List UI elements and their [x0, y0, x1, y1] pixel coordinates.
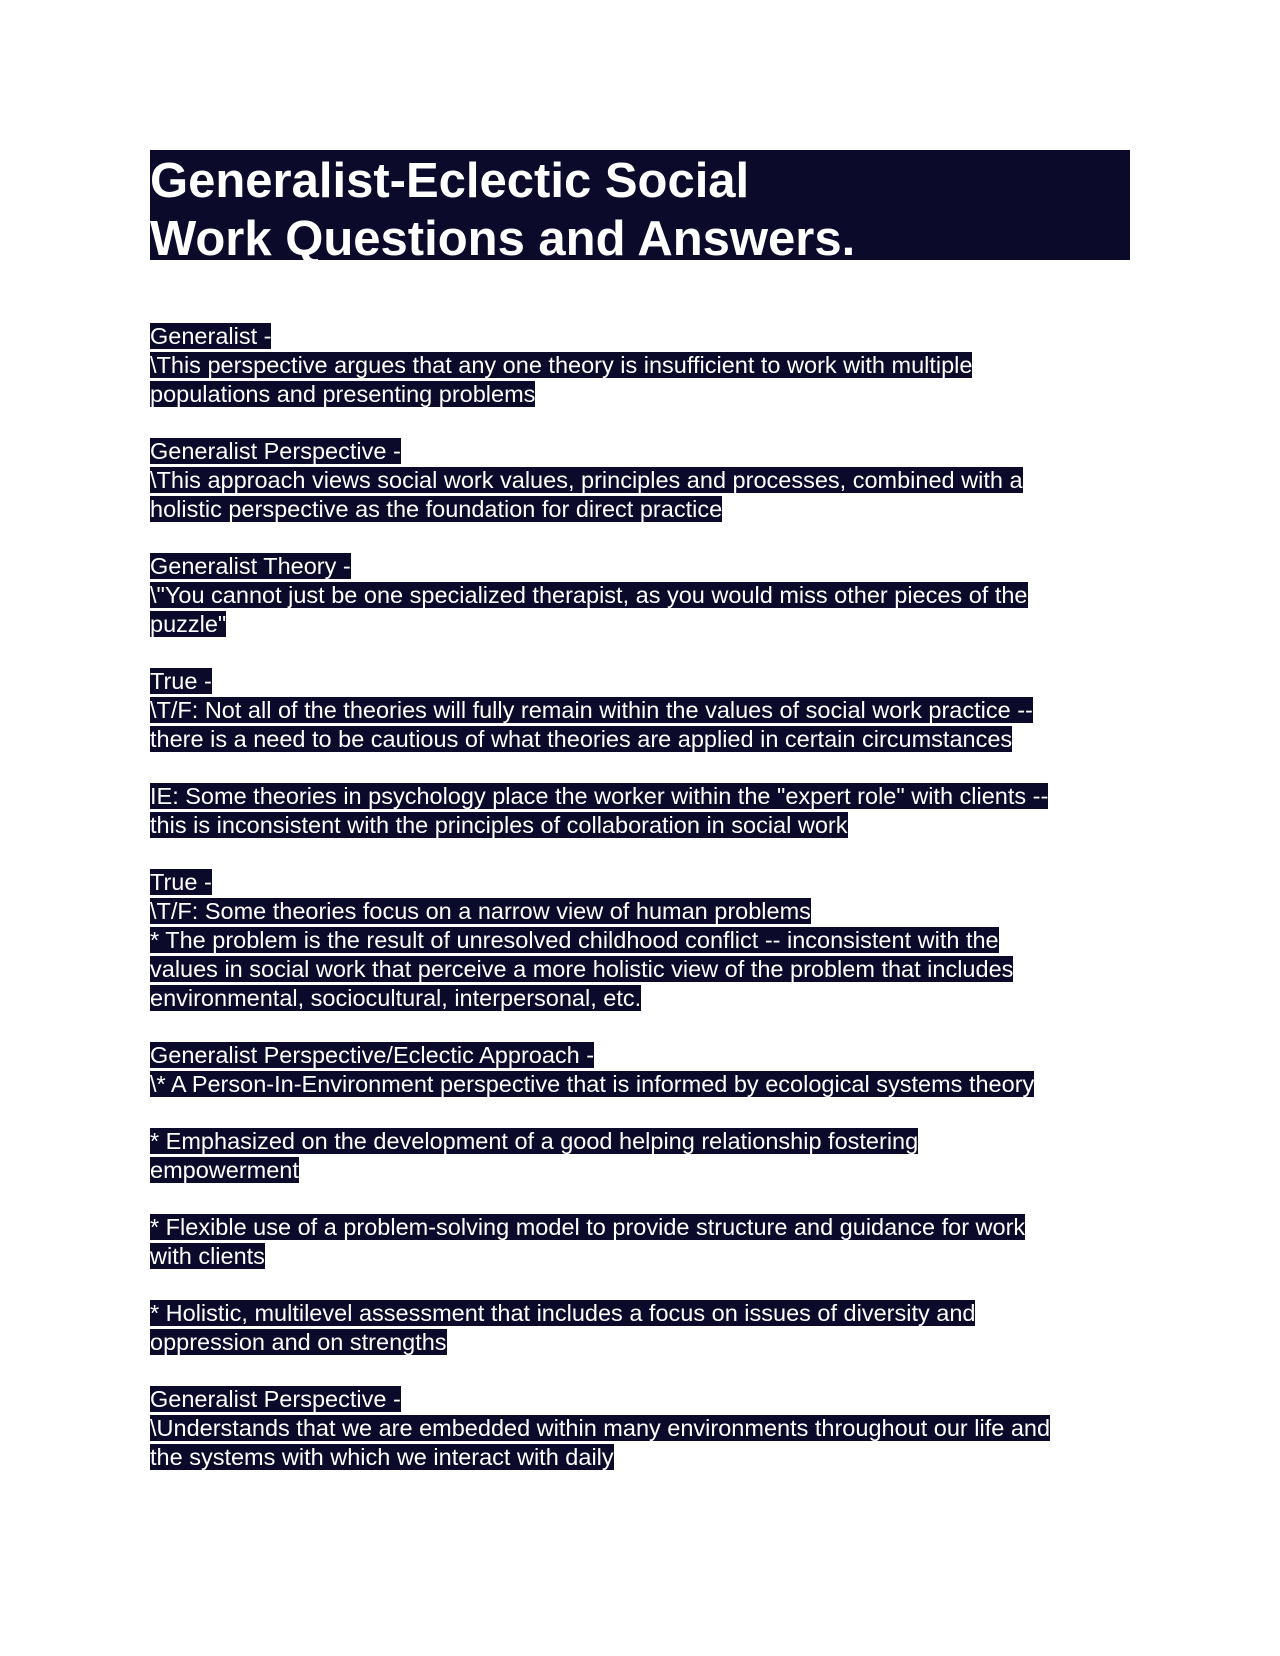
qa-line — [150, 466, 1130, 495]
qa-line-text: oppression and on strengths — [150, 1329, 447, 1355]
qa-line-text: with clients — [150, 1243, 265, 1269]
document-page — [150, 150, 1130, 1500]
qa-line — [150, 1385, 1130, 1414]
qa-entry — [150, 322, 1130, 409]
qa-line-text: populations and presenting problems — [150, 381, 536, 407]
qa-line-text: environmental, sociocultural, interpersonal, etc. — [150, 985, 642, 1011]
qa-line — [150, 1242, 1130, 1271]
qa-line — [150, 1414, 1130, 1443]
qa-line — [150, 984, 1130, 1013]
qa-entry — [150, 1127, 1130, 1185]
qa-entry — [150, 437, 1130, 524]
qa-line-text: the systems with which we interact with daily — [150, 1444, 614, 1470]
qa-line — [150, 1041, 1130, 1070]
qa-line-text: empowerment — [150, 1157, 299, 1183]
qa-entries — [150, 322, 1130, 1472]
qa-entry — [150, 1385, 1130, 1472]
qa-entry — [150, 782, 1130, 840]
qa-line-text: * Holistic, multilevel assessment that includes a focus on issues of diversity and — [150, 1300, 976, 1326]
qa-line — [150, 725, 1130, 754]
qa-entry — [150, 552, 1130, 639]
qa-line — [150, 552, 1130, 581]
qa-line-text: * The problem is the result of unresolved childhood conflict -- inconsistent with the — [150, 927, 999, 953]
qa-line-text: Generalist Perspective - — [150, 1386, 401, 1412]
qa-line-text: \Understands that we are embedded within many environments throughout our life and — [150, 1415, 1051, 1441]
qa-line — [150, 868, 1130, 897]
qa-line-text: True - — [150, 668, 212, 694]
qa-line-text: Generalist Perspective/Eclectic Approach - — [150, 1042, 595, 1068]
qa-line — [150, 610, 1130, 639]
qa-line-text: Generalist Theory - — [150, 553, 351, 579]
qa-line — [150, 437, 1130, 466]
qa-line-text: \T/F: Not all of the theories will fully remain within the values of social work practice -- — [150, 697, 1033, 723]
qa-line-text: \T/F: Some theories focus on a narrow view of human problems — [150, 898, 811, 924]
qa-line-text: there is a need to be cautious of what theories are applied in certain circumstances — [150, 726, 1013, 752]
qa-line — [150, 897, 1130, 926]
qa-line-text: \This perspective argues that any one theory is insufficient to work with multiple — [150, 352, 973, 378]
qa-line-text: \"You cannot just be one specialized therapist, as you would miss other pieces of the — [150, 582, 1028, 608]
qa-line-text: * Emphasized on the development of a good helping relationship fostering — [150, 1128, 919, 1154]
qa-line — [150, 380, 1130, 409]
qa-line-text: * Flexible use of a problem-solving model to provide structure and guidance for work — [150, 1214, 1026, 1240]
qa-line — [150, 1443, 1130, 1472]
qa-line — [150, 782, 1130, 811]
qa-line — [150, 1070, 1130, 1099]
qa-line — [150, 495, 1130, 524]
qa-line — [150, 1213, 1130, 1242]
qa-line — [150, 811, 1130, 840]
qa-entry — [150, 1213, 1130, 1271]
qa-line — [150, 1127, 1130, 1156]
qa-entry — [150, 1299, 1130, 1357]
qa-line — [150, 667, 1130, 696]
document-title — [150, 150, 1130, 266]
qa-line — [150, 1299, 1130, 1328]
qa-line-text: puzzle" — [150, 611, 227, 637]
title-line-2: Work Questions and Answers. — [150, 212, 856, 266]
qa-line — [150, 322, 1130, 351]
qa-line — [150, 955, 1130, 984]
qa-line-text: True - — [150, 869, 212, 895]
qa-line — [150, 1328, 1130, 1357]
qa-line — [150, 1156, 1130, 1185]
qa-entry — [150, 667, 1130, 754]
qa-line — [150, 581, 1130, 610]
qa-line — [150, 926, 1130, 955]
qa-entry — [150, 868, 1130, 1013]
title-line-1: Generalist-Eclectic Social — [150, 154, 750, 208]
qa-line-text: Generalist Perspective - — [150, 438, 401, 464]
qa-line-text: \This approach views social work values, principles and processes, combined with a — [150, 467, 1023, 493]
qa-line — [150, 696, 1130, 725]
qa-line — [150, 351, 1130, 380]
qa-entry — [150, 1041, 1130, 1099]
qa-line-text: holistic perspective as the foundation for direct practice — [150, 496, 723, 522]
qa-line-text: \* A Person-In-Environment perspective that is informed by ecological systems theory — [150, 1071, 1035, 1097]
qa-line-text: Generalist - — [150, 323, 272, 349]
qa-line-text: this is inconsistent with the principles of collaboration in social work — [150, 812, 848, 838]
qa-line-text: values in social work that perceive a more holistic view of the problem that includes — [150, 956, 1014, 982]
qa-line-text: IE: Some theories in psychology place the worker within the "expert role" with clients -- — [150, 783, 1049, 809]
